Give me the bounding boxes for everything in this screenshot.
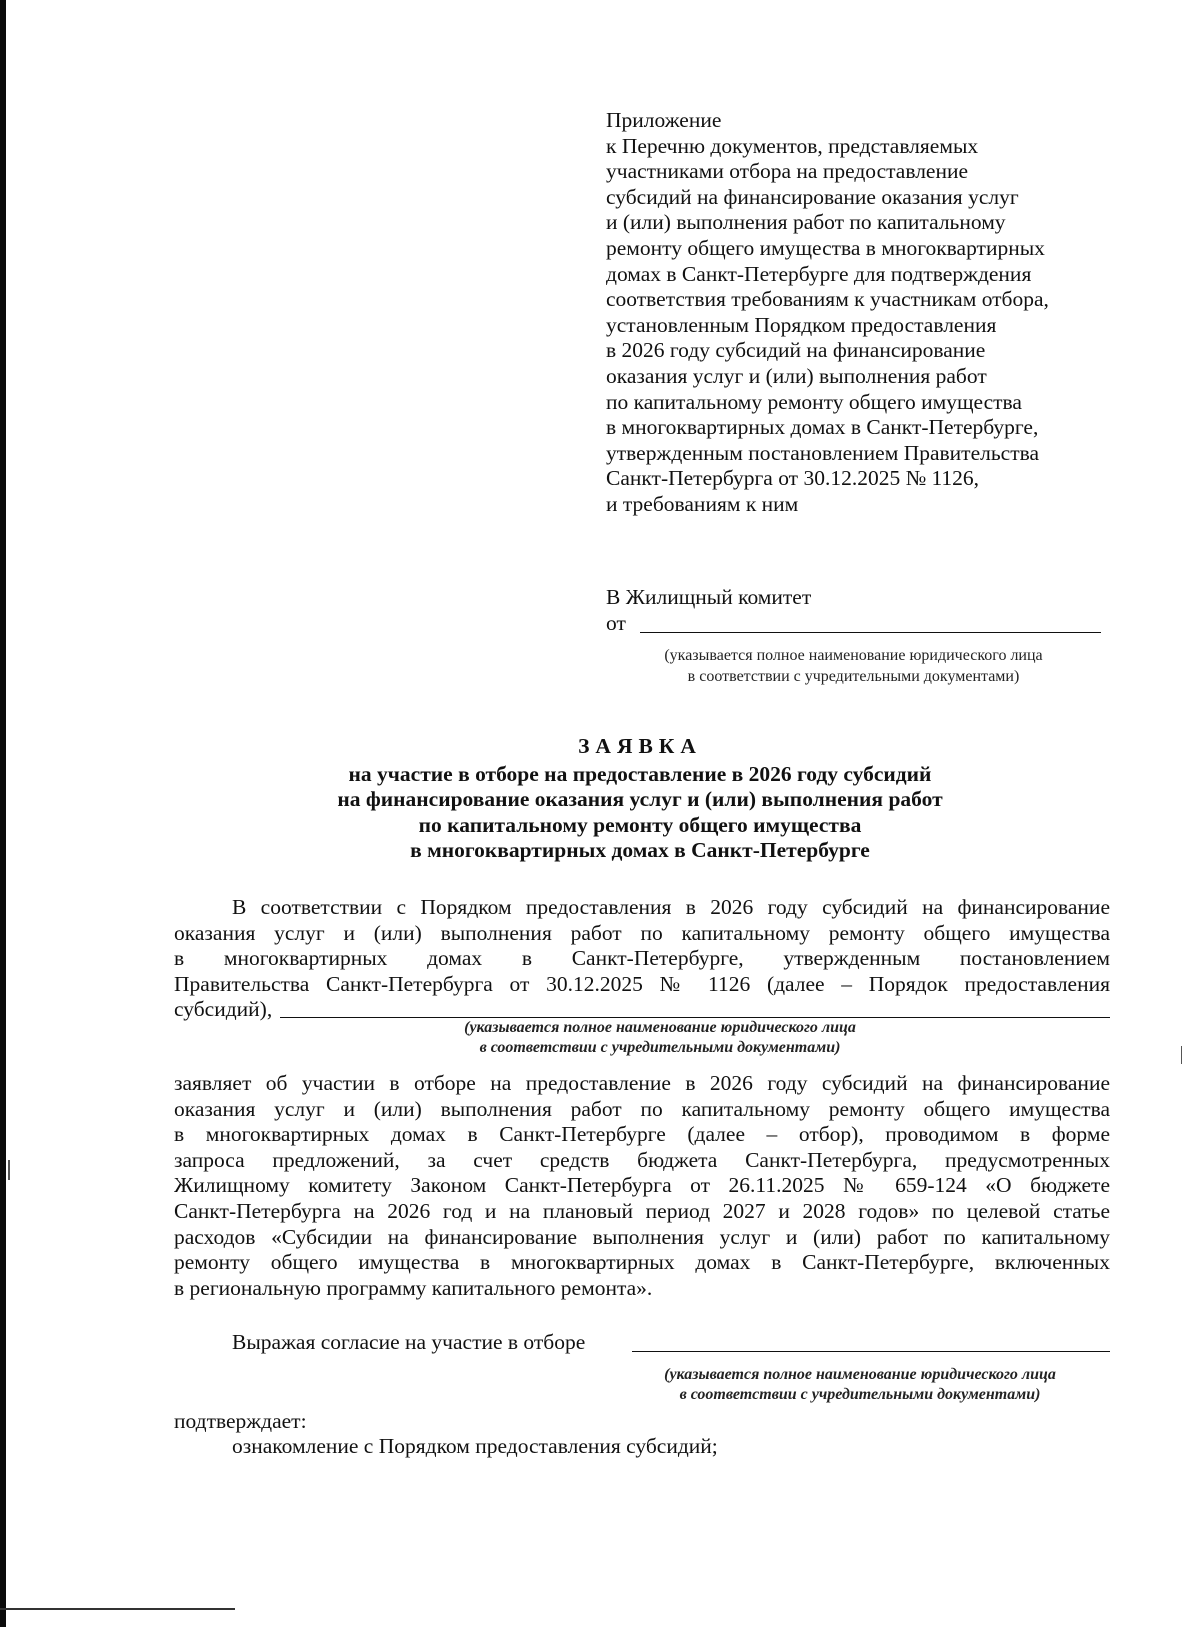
paragraph-line: В соответствии с Порядком предоставления в 2026 году субсидий на финансирование [232,895,1110,919]
scan-bottom-mark [0,1608,235,1610]
appendix-line: домах в Санкт-Петербурге для подтверждения [606,261,1032,286]
scan-left-edge [0,0,6,1627]
appendix-line: в многоквартирных домах в Санкт-Петербурге, [606,415,1039,440]
title-line: по капитальному ремонту общего имущества [418,812,862,837]
hint-line: в соответствии с учредительными документами) [687,668,1020,685]
consent-line [232,1330,585,1356]
consent-fill-line[interactable] [632,1351,1110,1352]
consent-hint [610,1365,1110,1405]
paragraph-line: расходов «Субсидии на финансирование выполнения услуг и (или) работ по капитальному [174,1224,1110,1249]
from-fill-line[interactable] [640,632,1101,633]
appendix-line: участниками отбора на предоставление [606,159,969,184]
paragraph-line: оказания услуг и (или) выполнения работ по капитальному ремонту общего имущества [174,1096,1110,1121]
appendix-line: ремонту общего имущества в многоквартирных [606,235,1045,260]
appendix-line: Санкт-Петербурга от 30.12.2025 № 1126, [606,466,980,491]
appendix-block [606,108,1106,518]
hint-line: (указывается полное наименование юридического лица [664,1366,1056,1383]
from-label: от [606,611,626,635]
appendix-line: утвержденным постановлением Правительства [606,440,1040,465]
paragraph-line: оказания услуг и (или) выполнения работ по капитальному ремонту общего имущества [174,920,1110,945]
hint-line: (указывается полное наименование юридического лица [464,1019,856,1036]
appendix-line: установленным Порядком предоставления [606,312,997,337]
appendix-line: Приложение [606,108,722,132]
hint-line: в соответствии с учредительными документами) [679,1386,1041,1403]
title-line: на участие в отборе на предоставление в 2026 году субсидий [348,761,932,786]
appendix-line: к Перечню документов, представляемых [606,133,979,158]
application-title [160,734,1120,864]
hint-line: (указывается полное наименование юридического лица [664,647,1043,664]
addressee-to: В Жилищный комитет [606,585,812,609]
title-line: на финансирование оказания услуг и (или) выполнения работ [337,787,943,812]
addressee-from-row [606,611,1101,637]
addressee-hint [606,645,1101,687]
appendix-line: и требованиям к ним [606,491,799,516]
appendix-line: в 2026 году субсидий на финансирование [606,338,986,363]
title-heading: ЗАЯВКА [578,734,702,758]
title-line: в многоквартирных домах в Санкт-Петербурге [410,838,870,863]
appendix-line: соответствия требованиям к участникам отбора, [606,287,1049,312]
confirm-item: ознакомление с Порядком предоставления субсидий; [232,1434,718,1458]
confirms-label: подтверждает: [174,1409,307,1433]
appendix-line: по капитальному ремонту общего имущества [606,389,1022,414]
paragraph-2 [174,1071,1110,1301]
paragraph-line: заявляет об участии в отборе на предоставление в 2026 году субсидий на финансирование [174,1071,1110,1095]
paragraph-line: ремонту общего имущества в многоквартирных домах в Санкт-Петербурге, включенных [174,1250,1110,1275]
scan-speck [8,1160,10,1180]
paragraph-line-text: субсидий), [174,997,273,1022]
paragraph-line: запроса предложений, за счет средств бюджета Санкт-Петербурга, предусмотренных [174,1147,1110,1172]
paragraph-line: Санкт-Петербурга на 2026 год и на плановый период 2027 и 2028 годов» по целевой статье [174,1198,1110,1223]
scan-speck [1181,1046,1182,1064]
paragraph-line: Правительства Санкт-Петербурга от 30.12.2025 № 1126 (далее – Порядок предоставления [174,971,1110,996]
paragraph-1 [174,895,1110,1023]
consent-text: Выражая согласие на участие в отборе [232,1330,586,1354]
appendix-line: и (или) выполнения работ по капитальному [606,210,1006,235]
paragraph-line: в региональную программу капитального ремонта». [174,1275,653,1300]
paragraph-line: в многоквартирных домах в Санкт-Петербурге, утвержденным постановлением [174,946,1110,971]
appendix-line: оказания услуг и (или) выполнения работ [606,363,987,388]
appendix-line: субсидий на финансирование оказания услуг [606,184,1019,209]
hint-line: в соответствии с учредительными документами) [479,1039,841,1056]
paragraph-line: Жилищному комитету Законом Санкт-Петербурга от 26.11.2025 № 659-124 «О бюджете [174,1173,1110,1198]
paragraph1-hint [380,1018,940,1058]
paragraph-line: в многоквартирных домах в Санкт-Петербурге (далее – отбор), проводимом в форме [174,1122,1110,1147]
